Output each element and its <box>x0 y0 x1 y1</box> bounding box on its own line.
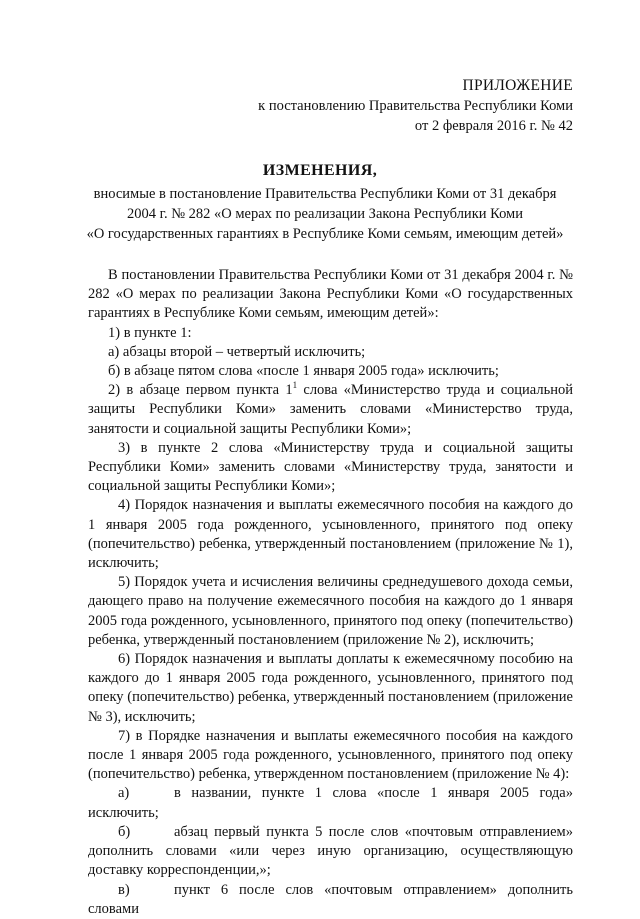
item-5: 5) Порядок учета и исчисления величины среднедушевого дохода семьи, дающего право на получение ежемесячного пособия на каждого до 1 января 2005 года рожденного, усыновленного, принятого под опеку (попечительство) ребенка, утвержденный постановлением (приложение № 2), исключить; <box>88 574 573 648</box>
item-7: 7) в Порядке назначения и выплаты ежемесячного пособия на каждого после 1 января 2005 года рожденного, усыновленного, принятого под опеку (попечительство) ребенка, утвержденном постановлением (приложение № 4): <box>88 727 573 783</box>
item-7a <box>88 784 573 822</box>
item-2-superscript: 1 <box>292 380 298 391</box>
subtitle-line: вносимые в постановление Правительства Республики Коми от 31 декабря <box>93 186 557 202</box>
item-6: 6) Порядок назначения и выплаты доплаты к ежемесячному пособию на каждого до 1 января 2005 года рожденного, усыновленного, принятого под опеку (попечительство) ребенка, утвержденный постановлением (приложение № 3), исключить; <box>88 651 573 725</box>
item-7a-text: в названии, пункте 1 слова «после 1 января 2005 года» исключить; <box>88 785 573 821</box>
item-2-rest: слова «Министерство труда и социальной защиты Республики Коми» заменить словами «Министерство труда, занятости и социальной защиты Республики Коми»; <box>88 382 573 437</box>
item-7a-label: а) <box>118 785 130 802</box>
appendix-header <box>258 76 573 136</box>
item-1b: б) в абзаце пятом слова «после 1 января 2005 года» исключить; <box>108 363 499 380</box>
item-7c <box>88 881 573 919</box>
document-subtitle <box>60 184 590 244</box>
intro-paragraph: В постановлении Правительства Республики Коми от 31 декабря 2004 г. № 282 «О мерах по реализации Закона Республики Коми «О государственных гарантиях в Республике Коми семьям, имеющим детей»: <box>88 267 573 322</box>
item-1a: а) абзацы второй – четвертый исключить; <box>108 343 366 360</box>
item-7c-label: в) <box>118 881 130 898</box>
subtitle-line: 2004 г. № 282 «О мерах по реализации Закона Республики Коми <box>127 206 523 222</box>
item-7b <box>88 823 573 881</box>
appendix-date: от 2 февраля 2016 г. № 42 <box>414 118 573 134</box>
item-7b-text: абзац первый пункта 5 после слов «почтовым отправлением» дополнить словами «или через иную организацию, осуществляющую доставку корреспонденции,»; <box>88 823 573 879</box>
item-4: 4) Порядок назначения и выплаты ежемесячного пособия на каждого до 1 января 2005 года рожденного, усыновленного, принятого под опеку (попечительство) ребенка, утвержденный постановлением (приложение № 1), исключить; <box>88 497 573 572</box>
subtitle-line: «О государственных гарантиях в Республике Коми семьям, имеющим детей» <box>86 226 564 242</box>
item-2 <box>88 381 573 439</box>
appendix-title: ПРИЛОЖЕНИЕ <box>462 77 573 94</box>
document-title: ИЗМЕНЕНИЯ, <box>262 162 378 179</box>
item-3: 3) в пункте 2 слова «Министерству труда и социальной защиты Республики Коми» заменить словами «Министерству труда, занятости и социальной защиты Республики Коми»; <box>88 439 573 495</box>
document-body <box>88 266 573 919</box>
item-2-start: 2) в абзаце первом пункта 1 <box>108 382 293 399</box>
item-7b-label: б) <box>118 823 131 840</box>
item-7c-text: пункт 6 после слов «почтовым отправлением» дополнить словами <box>88 881 573 917</box>
item-1: 1) в пункте 1: <box>108 324 192 341</box>
appendix-reference: к постановлению Правительства Республики Коми <box>258 98 573 114</box>
